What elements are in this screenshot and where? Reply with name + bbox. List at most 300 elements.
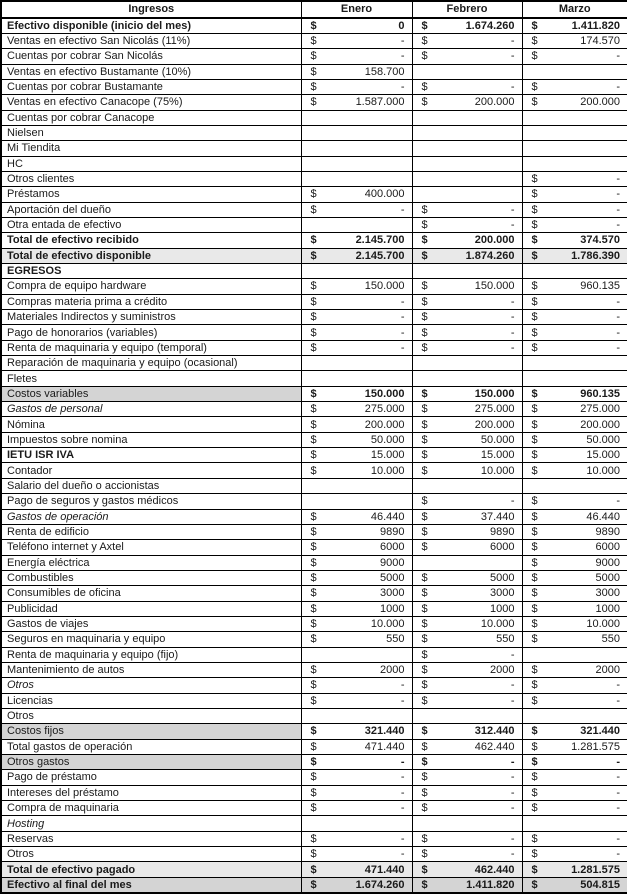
cell-febrero — [412, 325, 522, 340]
table-row — [1, 371, 627, 386]
currency-symbol: $ — [531, 802, 538, 815]
cell-marzo — [522, 79, 627, 94]
currency-symbol: $ — [421, 725, 428, 738]
cell-value: 5000 — [380, 572, 405, 584]
currency-symbol: $ — [531, 188, 538, 201]
row-label: Otra entada de efectivo — [1, 217, 301, 232]
cell-enero — [301, 862, 412, 877]
cell-value: - — [510, 219, 515, 232]
cell-value: - — [400, 311, 405, 324]
column-header-ingresos: Ingresos — [1, 1, 301, 18]
cell-value: - — [510, 311, 515, 324]
cell-value: - — [616, 295, 620, 308]
cell-value: 6000 — [490, 541, 515, 554]
cell-febrero — [412, 294, 522, 309]
row-label: Fletes — [1, 371, 301, 386]
currency-symbol: $ — [531, 848, 538, 861]
cell-value: 158.700 — [364, 65, 405, 78]
currency-symbol: $ — [531, 510, 538, 523]
currency-symbol: $ — [310, 433, 317, 446]
currency-symbol: $ — [310, 19, 317, 32]
cell-value: - — [400, 34, 405, 47]
table-row — [1, 494, 627, 509]
cell-value: 471.440 — [364, 740, 405, 753]
cell-marzo — [522, 325, 627, 340]
cell-enero — [301, 64, 412, 79]
cell-value: 3000 — [380, 587, 405, 600]
row-label: Salario del dueño o accionistas — [1, 478, 301, 493]
currency-symbol: $ — [421, 403, 428, 416]
currency-symbol: $ — [421, 602, 428, 615]
cell-value: - — [510, 295, 515, 308]
currency-symbol: $ — [310, 464, 317, 477]
table-body — [1, 18, 627, 893]
cell-marzo — [522, 187, 627, 202]
cell-febrero — [412, 770, 522, 785]
currency-symbol: $ — [531, 341, 538, 354]
cell-value: - — [510, 203, 515, 216]
row-label: Otros gastos — [1, 755, 301, 770]
currency-symbol: $ — [531, 786, 538, 799]
currency-symbol: $ — [531, 449, 538, 462]
cell-enero — [301, 233, 412, 248]
cell-enero — [301, 662, 412, 677]
cell-enero — [301, 494, 412, 509]
cell-febrero — [412, 356, 522, 371]
table-row — [1, 785, 627, 800]
cell-value: - — [510, 694, 515, 707]
cell-marzo — [522, 570, 627, 585]
cell-febrero — [412, 417, 522, 432]
cell-value: 5000 — [490, 572, 515, 584]
cell-enero — [301, 708, 412, 723]
cell-value: - — [400, 326, 405, 339]
cell-enero — [301, 325, 412, 340]
table-row — [1, 156, 627, 171]
currency-symbol: $ — [421, 756, 428, 769]
cell-value: 1000 — [595, 602, 620, 615]
currency-symbol: $ — [421, 96, 428, 109]
row-label: Cuentas por cobrar Canacope — [1, 110, 301, 125]
cell-value: 275.000 — [474, 403, 515, 416]
currency-symbol: $ — [310, 65, 317, 78]
row-label: Intereses del préstamo — [1, 785, 301, 800]
row-label: Impuestos sobre nomina — [1, 432, 301, 447]
currency-symbol: $ — [310, 326, 317, 339]
cell-enero — [301, 831, 412, 846]
currency-symbol: $ — [310, 34, 317, 47]
cell-enero — [301, 110, 412, 125]
table-row — [1, 862, 627, 877]
cell-marzo — [522, 217, 627, 232]
cell-value: 150.000 — [474, 387, 515, 400]
currency-symbol: $ — [421, 572, 428, 584]
cell-value: 10.000 — [370, 464, 405, 477]
cell-value: 504.815 — [580, 878, 620, 891]
column-header-febrero: Febrero — [412, 1, 522, 18]
currency-symbol: $ — [531, 541, 538, 554]
cell-value: 50.000 — [370, 433, 405, 446]
cell-value: - — [400, 771, 405, 784]
currency-symbol: $ — [531, 295, 538, 308]
currency-symbol: $ — [531, 618, 538, 631]
table-row — [1, 509, 627, 524]
currency-symbol: $ — [421, 832, 428, 845]
cell-value: 50.000 — [480, 433, 515, 446]
cell-marzo — [522, 95, 627, 110]
cell-value: - — [400, 50, 405, 63]
currency-symbol: $ — [531, 556, 538, 569]
currency-symbol: $ — [531, 418, 538, 431]
row-label: Nómina — [1, 417, 301, 432]
currency-symbol: $ — [310, 756, 317, 769]
cell-marzo — [522, 110, 627, 125]
cell-value: 9890 — [595, 525, 620, 538]
cell-febrero — [412, 601, 522, 616]
cell-value: - — [616, 832, 620, 845]
currency-symbol: $ — [531, 863, 538, 876]
cell-value: - — [616, 495, 620, 508]
cell-value: - — [616, 81, 620, 93]
row-label: Gastos de viajes — [1, 616, 301, 631]
row-label: Compras materia prima a crédito — [1, 294, 301, 309]
currency-symbol: $ — [531, 433, 538, 446]
cell-febrero — [412, 662, 522, 677]
table-row — [1, 187, 627, 202]
cell-enero — [301, 801, 412, 816]
cell-marzo — [522, 708, 627, 723]
row-label: Compra de maquinaria — [1, 801, 301, 816]
table-row — [1, 616, 627, 631]
cell-marzo — [522, 33, 627, 48]
cell-value: - — [510, 81, 515, 93]
currency-symbol: $ — [310, 725, 317, 738]
cell-marzo — [522, 233, 627, 248]
cell-value: 46.440 — [586, 510, 620, 523]
cell-enero — [301, 540, 412, 555]
currency-symbol: $ — [421, 418, 428, 431]
currency-symbol: $ — [421, 280, 428, 293]
table-row — [1, 816, 627, 831]
cell-value: 0 — [398, 19, 405, 32]
cell-febrero — [412, 724, 522, 739]
cell-enero — [301, 279, 412, 294]
cell-value: 462.440 — [474, 740, 515, 753]
cell-marzo — [522, 125, 627, 140]
cell-enero — [301, 770, 412, 785]
cell-marzo — [522, 386, 627, 401]
row-label: Renta de maquinaria y equipo (temporal) — [1, 340, 301, 355]
table-row — [1, 141, 627, 156]
cell-marzo — [522, 448, 627, 463]
cell-value: 275.000 — [580, 403, 620, 416]
cell-enero — [301, 586, 412, 601]
cell-value: 9890 — [490, 525, 515, 538]
cell-marzo — [522, 831, 627, 846]
cell-febrero — [412, 125, 522, 140]
currency-symbol: $ — [421, 19, 428, 32]
cell-enero — [301, 141, 412, 156]
table-row — [1, 79, 627, 94]
cell-value: 3000 — [490, 587, 515, 600]
currency-symbol: $ — [421, 541, 428, 554]
row-label: Total gastos de operación — [1, 739, 301, 754]
cell-value: - — [510, 648, 515, 661]
row-label: Hosting — [1, 816, 301, 831]
currency-symbol: $ — [310, 664, 317, 677]
table-row — [1, 95, 627, 110]
cell-febrero — [412, 647, 522, 662]
currency-symbol: $ — [421, 664, 428, 677]
cell-value: 1.411.820 — [466, 878, 515, 891]
cell-marzo — [522, 632, 627, 647]
table-row — [1, 877, 627, 893]
cell-febrero — [412, 110, 522, 125]
cell-enero — [301, 171, 412, 186]
currency-symbol: $ — [310, 541, 317, 554]
table-row — [1, 555, 627, 570]
cell-enero — [301, 386, 412, 401]
currency-symbol: $ — [310, 679, 317, 692]
currency-symbol: $ — [421, 495, 428, 508]
currency-symbol: $ — [421, 234, 428, 247]
cell-value: 10.000 — [480, 464, 515, 477]
table-row — [1, 647, 627, 662]
currency-symbol: $ — [531, 664, 538, 677]
currency-symbol: $ — [310, 587, 317, 600]
currency-symbol: $ — [310, 525, 317, 538]
cell-value: - — [616, 341, 620, 354]
currency-symbol: $ — [421, 219, 428, 232]
cell-value: 200.000 — [474, 234, 515, 247]
cell-value: - — [510, 34, 515, 47]
cell-value: 1.587.000 — [355, 96, 405, 109]
cell-marzo — [522, 739, 627, 754]
currency-symbol: $ — [531, 19, 538, 32]
cell-value: - — [616, 50, 620, 63]
cell-value: - — [616, 771, 620, 784]
cell-febrero — [412, 432, 522, 447]
row-label: Total de efectivo pagado — [1, 862, 301, 877]
cell-enero — [301, 340, 412, 355]
cell-value: 2000 — [490, 664, 515, 677]
row-label: Renta de edificio — [1, 524, 301, 539]
cell-febrero — [412, 233, 522, 248]
cell-enero — [301, 18, 412, 33]
cell-febrero — [412, 448, 522, 463]
cell-febrero — [412, 801, 522, 816]
cell-value: - — [400, 81, 405, 93]
cell-enero — [301, 847, 412, 862]
cell-value: 550 — [601, 633, 620, 646]
cell-febrero — [412, 156, 522, 171]
cell-value: - — [510, 50, 515, 63]
row-label: Costos variables — [1, 386, 301, 401]
cell-value: 1.411.820 — [571, 19, 620, 32]
cell-value: 150.000 — [364, 280, 405, 293]
cell-febrero — [412, 340, 522, 355]
row-label: Contador — [1, 463, 301, 478]
cell-value: 6000 — [595, 541, 620, 554]
cell-marzo — [522, 402, 627, 417]
currency-symbol: $ — [531, 326, 538, 339]
table-row — [1, 708, 627, 723]
row-label: Ventas en efectivo San Nicolás (11%) — [1, 33, 301, 48]
cell-value: - — [510, 832, 515, 845]
cell-febrero — [412, 586, 522, 601]
table-row — [1, 125, 627, 140]
currency-symbol: $ — [531, 495, 538, 508]
cell-value: 1.281.575 — [571, 863, 620, 876]
cell-value: - — [400, 679, 405, 692]
cell-febrero — [412, 847, 522, 862]
table-row — [1, 847, 627, 862]
currency-symbol: $ — [421, 203, 428, 216]
currency-symbol: $ — [421, 387, 428, 400]
cell-value: - — [510, 326, 515, 339]
cell-value: - — [510, 495, 515, 508]
cell-enero — [301, 49, 412, 64]
cell-value: 15.000 — [586, 449, 620, 462]
cell-febrero — [412, 570, 522, 585]
row-label: Seguros en maquinaria y equipo — [1, 632, 301, 647]
cell-enero — [301, 310, 412, 325]
cell-value: 550 — [386, 633, 405, 646]
cell-marzo — [522, 202, 627, 217]
cell-value: 312.440 — [474, 725, 515, 738]
cell-value: 150.000 — [364, 387, 405, 400]
cell-marzo — [522, 586, 627, 601]
table-row — [1, 831, 627, 846]
currency-symbol: $ — [310, 602, 317, 615]
currency-symbol: $ — [310, 556, 317, 569]
cell-enero — [301, 570, 412, 585]
currency-symbol: $ — [310, 863, 317, 876]
cell-value: 960.135 — [580, 387, 620, 400]
table-row — [1, 540, 627, 555]
cell-febrero — [412, 202, 522, 217]
cell-enero — [301, 264, 412, 279]
cell-value: 200.000 — [580, 418, 620, 431]
table-row — [1, 233, 627, 248]
cell-value: - — [616, 311, 620, 324]
table-row — [1, 801, 627, 816]
cell-enero — [301, 33, 412, 48]
currency-symbol: $ — [310, 878, 317, 891]
currency-symbol: $ — [531, 203, 538, 216]
cell-marzo — [522, 356, 627, 371]
table-row — [1, 601, 627, 616]
cell-marzo — [522, 141, 627, 156]
column-header-enero: Enero — [301, 1, 412, 18]
cell-marzo — [522, 279, 627, 294]
currency-symbol: $ — [531, 219, 538, 232]
cell-value: 400.000 — [364, 188, 405, 201]
cell-febrero — [412, 141, 522, 156]
currency-symbol: $ — [310, 449, 317, 462]
table-header — [1, 1, 627, 18]
cell-value: 46.440 — [370, 510, 405, 523]
table-row — [1, 448, 627, 463]
cell-value: 9000 — [595, 556, 620, 569]
currency-symbol: $ — [310, 295, 317, 308]
currency-symbol: $ — [310, 280, 317, 293]
cell-febrero — [412, 402, 522, 417]
cell-febrero — [412, 279, 522, 294]
currency-symbol: $ — [421, 694, 428, 707]
currency-symbol: $ — [421, 295, 428, 308]
currency-symbol: $ — [531, 602, 538, 615]
cell-marzo — [522, 755, 627, 770]
cell-enero — [301, 632, 412, 647]
cell-enero — [301, 217, 412, 232]
cell-marzo — [522, 310, 627, 325]
cell-enero — [301, 555, 412, 570]
table-row — [1, 632, 627, 647]
currency-symbol: $ — [310, 311, 317, 324]
table-row — [1, 325, 627, 340]
cell-enero — [301, 785, 412, 800]
table-row — [1, 570, 627, 585]
cell-enero — [301, 402, 412, 417]
row-label: Aportación del dueño — [1, 202, 301, 217]
table-row — [1, 524, 627, 539]
table-row — [1, 202, 627, 217]
row-label: Mantenimiento de autos — [1, 662, 301, 677]
currency-symbol: $ — [421, 433, 428, 446]
cell-value: - — [400, 786, 405, 799]
cell-marzo — [522, 816, 627, 831]
currency-symbol: $ — [421, 34, 428, 47]
cell-enero — [301, 79, 412, 94]
currency-symbol: $ — [531, 679, 538, 692]
cell-enero — [301, 724, 412, 739]
cell-febrero — [412, 555, 522, 570]
cell-febrero — [412, 739, 522, 754]
cell-value: 321.440 — [364, 725, 405, 738]
cell-value: 550 — [496, 633, 515, 646]
table-row — [1, 49, 627, 64]
cell-value: - — [616, 694, 620, 707]
row-label: Compra de equipo hardware — [1, 279, 301, 294]
cell-marzo — [522, 555, 627, 570]
currency-symbol: $ — [310, 510, 317, 523]
row-label: Ventas en efectivo Bustamante (10%) — [1, 64, 301, 79]
row-label: Efectivo disponible (inicio del mes) — [1, 18, 301, 33]
cell-marzo — [522, 64, 627, 79]
table-row — [1, 340, 627, 355]
cell-value: - — [616, 219, 620, 232]
currency-symbol: $ — [531, 587, 538, 600]
cell-value: 275.000 — [364, 403, 405, 416]
currency-symbol: $ — [310, 188, 317, 201]
row-label: Otros — [1, 708, 301, 723]
cell-enero — [301, 678, 412, 693]
cell-marzo — [522, 616, 627, 631]
currency-symbol: $ — [310, 203, 317, 216]
currency-symbol: $ — [421, 587, 428, 600]
currency-symbol: $ — [531, 173, 538, 186]
row-label: Renta de maquinaria y equipo (fijo) — [1, 647, 301, 662]
cell-value: 200.000 — [364, 418, 405, 431]
table-row — [1, 693, 627, 708]
currency-symbol: $ — [310, 771, 317, 784]
cell-marzo — [522, 647, 627, 662]
cell-value: 15.000 — [480, 449, 515, 462]
cell-value: 1.674.260 — [465, 19, 515, 32]
table-row — [1, 217, 627, 232]
currency-symbol: $ — [310, 234, 317, 247]
